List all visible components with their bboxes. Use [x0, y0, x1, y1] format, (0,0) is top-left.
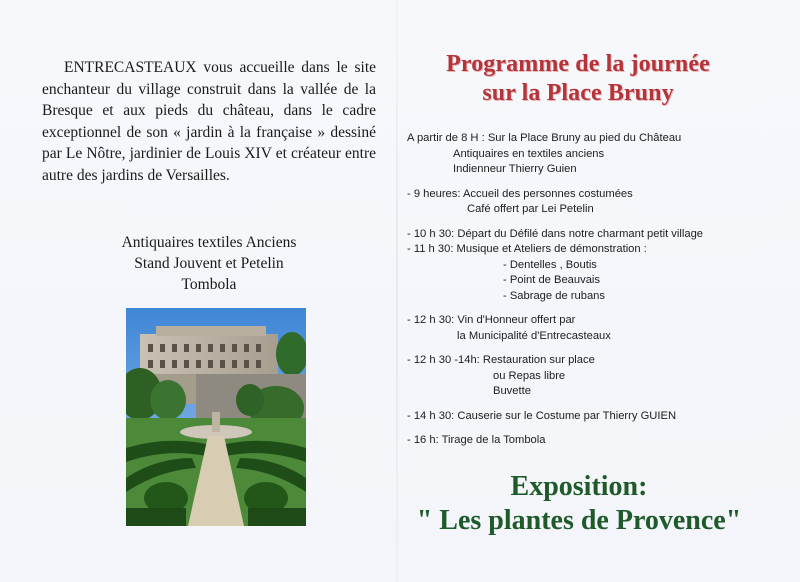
stand-item: Stand Jouvent et Petelin	[134, 255, 284, 272]
schedule-line: Buvette	[493, 385, 531, 397]
exposition-title: Exposition:	[510, 471, 648, 502]
program-schedule	[407, 131, 787, 449]
schedule-line: - Sabrage de rubans	[503, 289, 605, 302]
schedule-line: - Dentelles , Boutis	[503, 258, 597, 271]
stands-list	[42, 232, 376, 295]
schedule-line: - 14 h 30: Causerie sur le Costume par Thierry GUIEN	[407, 409, 677, 422]
schedule-line: Antiquaires en textiles anciens	[453, 147, 605, 160]
stand-item: Tombola	[181, 276, 237, 293]
schedule-line: - 16 h: Tirage de la Tombola	[407, 434, 546, 446]
schedule-line: - 11 h 30: Musique et Ateliers de démonstration :	[407, 243, 647, 255]
program-title	[398, 50, 758, 108]
schedule-line: - 12 h 30: Vin d'Honneur offert par	[407, 314, 576, 326]
program-title-line: sur la Place Bruny	[482, 80, 674, 106]
schedule-line: la Municipalité d'Entrecasteaux	[457, 329, 611, 342]
stand-item: Antiquaires textiles Anciens	[121, 234, 297, 251]
schedule-line: Café offert par Lei Petelin	[467, 203, 594, 215]
chateau-photo	[126, 308, 306, 526]
schedule-line: - 10 h 30: Départ du Défilé dans notre charmant petit village	[407, 227, 704, 240]
schedule-line: - 9 heures: Accueil des personnes costumées	[407, 187, 633, 200]
program-title-line: Programme de la journée	[446, 51, 710, 77]
schedule-line: - 12 h 30 -14h: Restauration sur place	[407, 354, 595, 366]
schedule-line: A partir de 8 H : Sur la Place Bruny au pied du Château	[407, 132, 682, 144]
schedule-line: - Point de Beauvais	[503, 274, 601, 286]
schedule-line: Indienneur Thierry Guien	[453, 163, 577, 175]
exposition-subtitle: " Les plantes de Provence"	[416, 505, 742, 536]
intro-paragraph: ENTRECASTEAUX vous accueille dans le site enchanteur du village construit dans la vallée de la Bresque et aux pieds du château, dans le cadre exceptionnel de son « jardin à la française » dessiné par Le Nôtre, jardinier de Louis XIV et créateur entre autre des jardins de Versailles.	[42, 59, 376, 184]
exposition-heading	[398, 470, 760, 538]
schedule-line: ou Repas libre	[493, 369, 566, 382]
